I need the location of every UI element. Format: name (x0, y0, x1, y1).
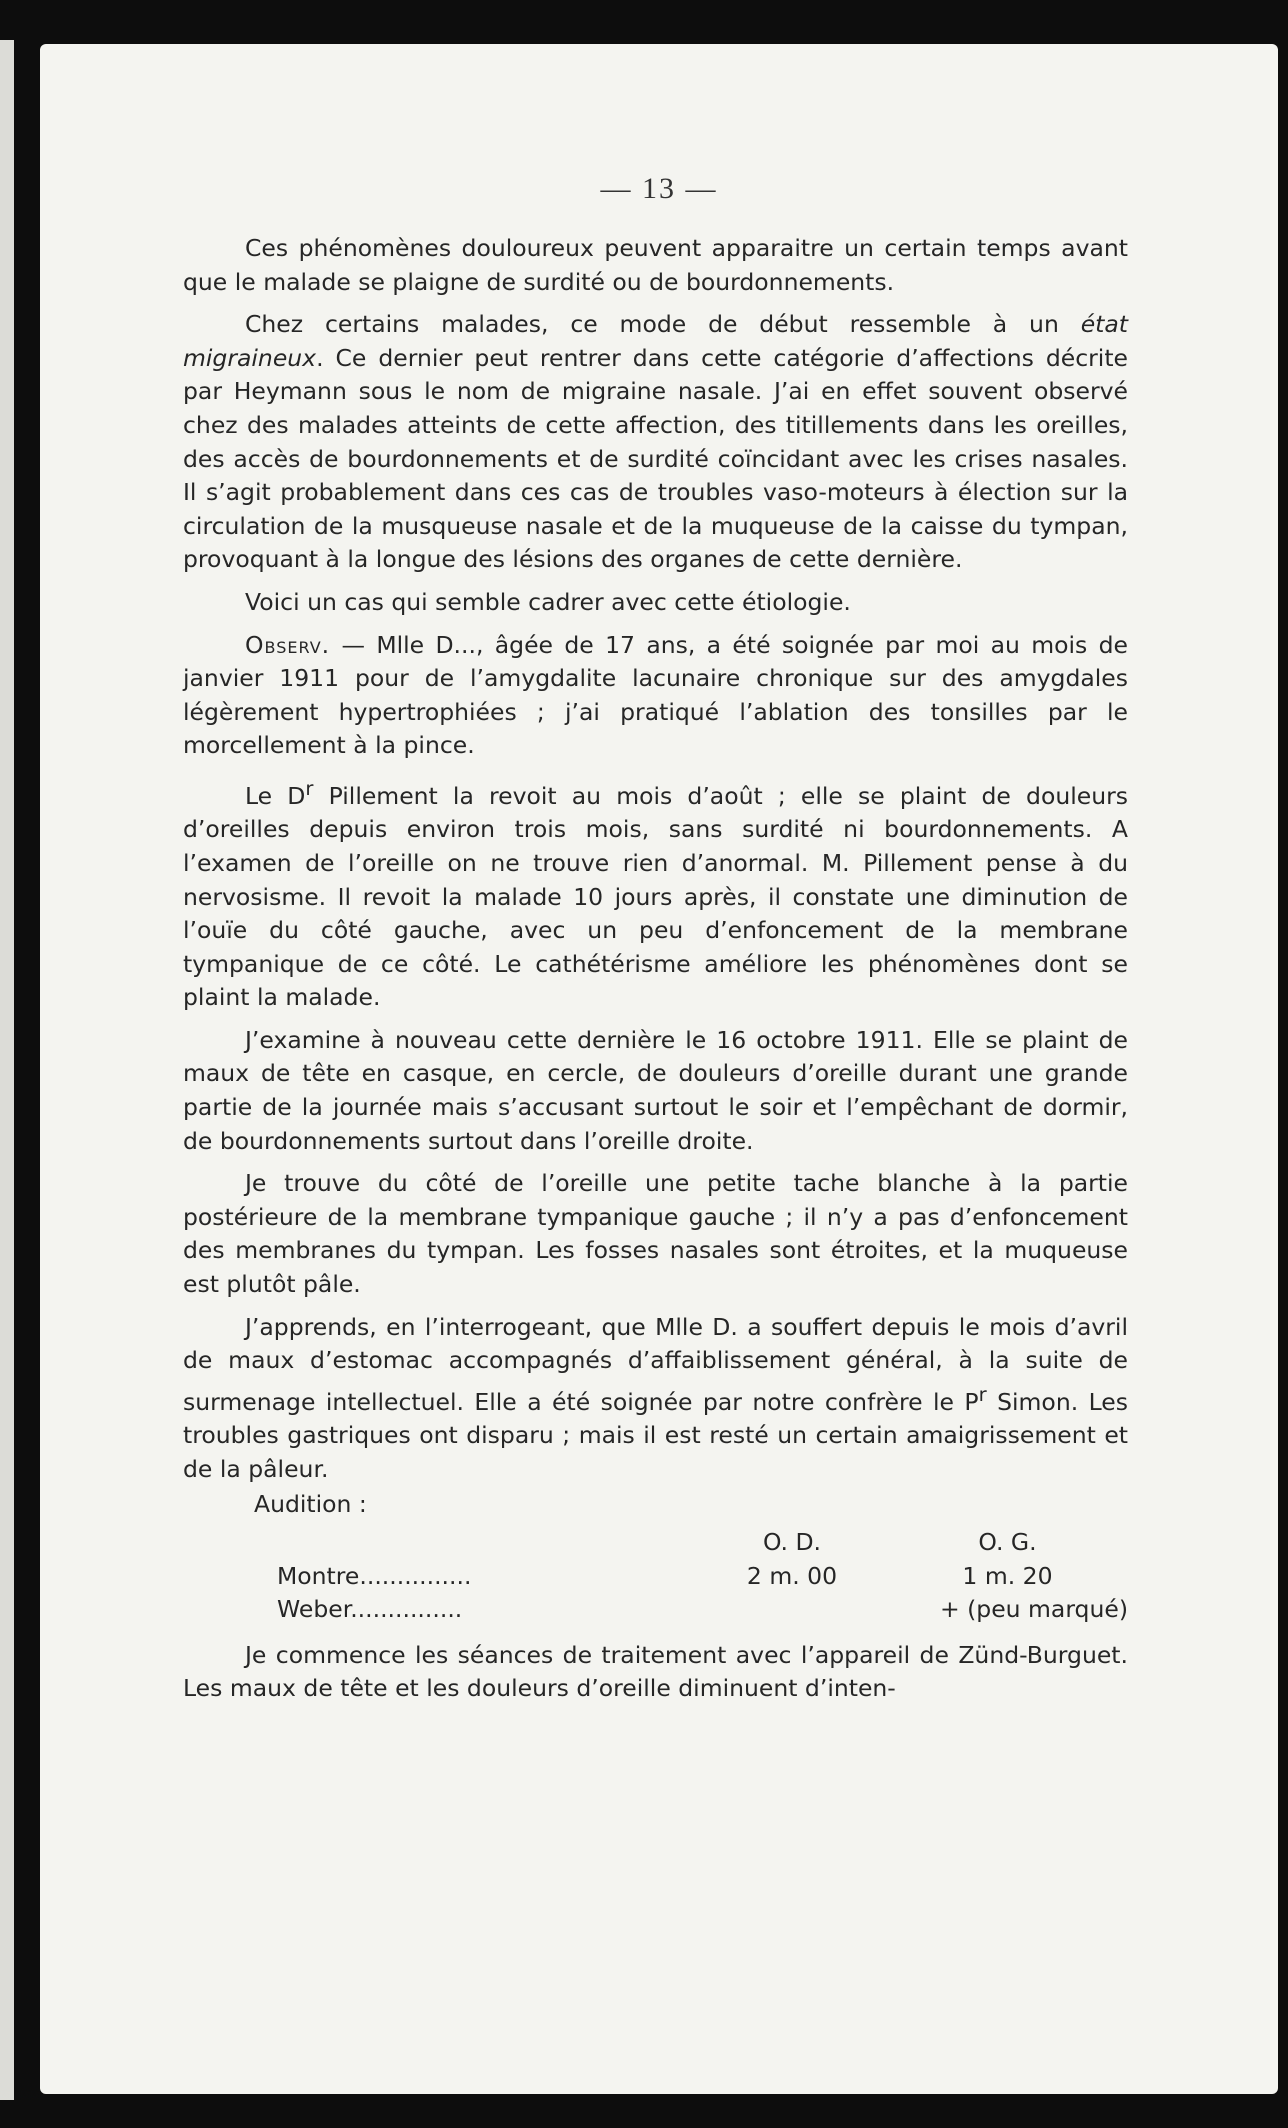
previous-page-edge (0, 40, 14, 2100)
table-row (183, 1560, 1128, 1594)
paragraph-8 (183, 1311, 1128, 1487)
paragraph-5-start: Le D (245, 781, 306, 810)
dot-leader: ............... (359, 1561, 472, 1590)
paragraph-2-rest: . Ce dernier peut rentrer dans cette catégorie d’affections décrite par Heymann sous le nom de migraine nasale. J’ai en effet souvent observé chez des malades atteints de cette affection, des titillements dans les oreilles, des accès de bourdonnements et de surdité coïncidant avec les crises nasales. Il s’agit probablement dans ces cas de troubles vaso-moteurs à élection sur la circulation de la musqueuse nasale et de la muqueuse de la caisse du tympan, provoquant à la longue des lésions des organes de cette dernière. (183, 343, 1128, 574)
row-label: Montre (277, 1561, 360, 1590)
page-body-text (183, 232, 1128, 1715)
audition-table (183, 1526, 1128, 1627)
row-label-cell (183, 1560, 697, 1594)
column-header-og: O. G. (978, 1528, 1037, 1557)
paragraph-7: Je trouve du côté de l’oreille une petite tache blanche à la partie postérieure de la membrane tympanique gauche ; il n’y a pas d’enfoncement des membranes du tympan. Les fosses nasales sont étroites, et la muqueuse est plutôt pâle. (183, 1169, 1128, 1299)
paragraph-5-superscript: r (305, 776, 314, 800)
book-page (40, 44, 1278, 2094)
closing-paragraph: Je commence les séances de traitement avec l’appareil de Zünd-Burguet. Les maux de tête et les douleurs d’oreille diminuent d’inten- (183, 1640, 1128, 1703)
paragraph-3: Voici un cas qui semble cadrer avec cette étiologie. (245, 587, 851, 616)
row-label: Weber (277, 1595, 351, 1624)
observation-paragraph (183, 629, 1128, 763)
paragraph-8-rest: Simon. Les troubles gastriques ont disparu ; mais il est resté un certain amaigrissement et de la pâleur. (183, 1387, 1128, 1483)
table-row (183, 1593, 1128, 1627)
od-value: 2 m. 00 (746, 1561, 838, 1590)
paragraph-8-start: J’apprends, en l’interrogeant, que Mlle D. a souffert depuis le mois d’avril de maux d’estomac accompagnés d’affaiblissement général, à la suite de surmenage intellectuel. Elle a été soignée par notre confrère le P (183, 1312, 1128, 1416)
paragraph-2 (183, 308, 1128, 577)
paragraph-5-rest: Pillement la revoit au mois d’août ; elle se plaint de douleurs d’oreilles depuis environ trois mois, sans surdité ni bourdonnements. A l’examen de l’oreille on ne trouve rien d’anormal. M. Pillement pense à du nervosisme. Il revoit la malade 10 jours après, il constate une diminution de l’ouïe du côté gauche, avec un peu d’enfoncement de la membrane tympanique de ce côté. Le cathétérisme améliore les phénomènes dont se plaint la malade. (183, 781, 1128, 1012)
dot-leader: ............... (350, 1595, 463, 1624)
observation-lead: Observ. (245, 630, 331, 659)
paragraph-6: J’examine à nouveau cette dernière le 16 octobre 1911. Elle se plaint de maux de tête en casque, en cercle, de douleurs d’oreille durant une grande partie de la journée mais s’accusant surtout le soir et l’empêchant de dormir, de bourdonnements surtout dans l’oreille droite. (183, 1025, 1128, 1155)
paragraph-2-start: Chez certains malades, ce mode de début ressemble à un (245, 310, 1081, 339)
od-value (697, 1593, 887, 1627)
row-label-cell (183, 1593, 697, 1627)
paragraph-5 (183, 772, 1128, 1015)
column-header-od: O. D. (762, 1528, 822, 1557)
audition-header-row (183, 1526, 1128, 1560)
paragraph-2-emphasis: état migraineux (183, 310, 1128, 372)
paragraph-1: Ces phénomènes douloureux peuvent apparaitre un certain temps avant que le malade se plaigne de surdité ou de bourdonnements. (183, 234, 1128, 296)
og-value: + (peu marqué) (939, 1595, 1128, 1624)
audition-label: Audition : (254, 1490, 367, 1519)
og-value: 1 m. 20 (962, 1561, 1053, 1590)
audition-header-blank (183, 1526, 697, 1560)
observation-text: — Mlle D..., âgée de 17 ans, a été soignée par moi au mois de janvier 1911 pour de l’amygdalite lacunaire chronique sur des amygdales légèrement hypertrophiées ; j’ai pratiqué l’ablation des tonsilles par le morcellement à la pince. (183, 630, 1128, 760)
paragraph-8-superscript: r (978, 1382, 987, 1406)
page-number: — 13 — (600, 172, 718, 205)
